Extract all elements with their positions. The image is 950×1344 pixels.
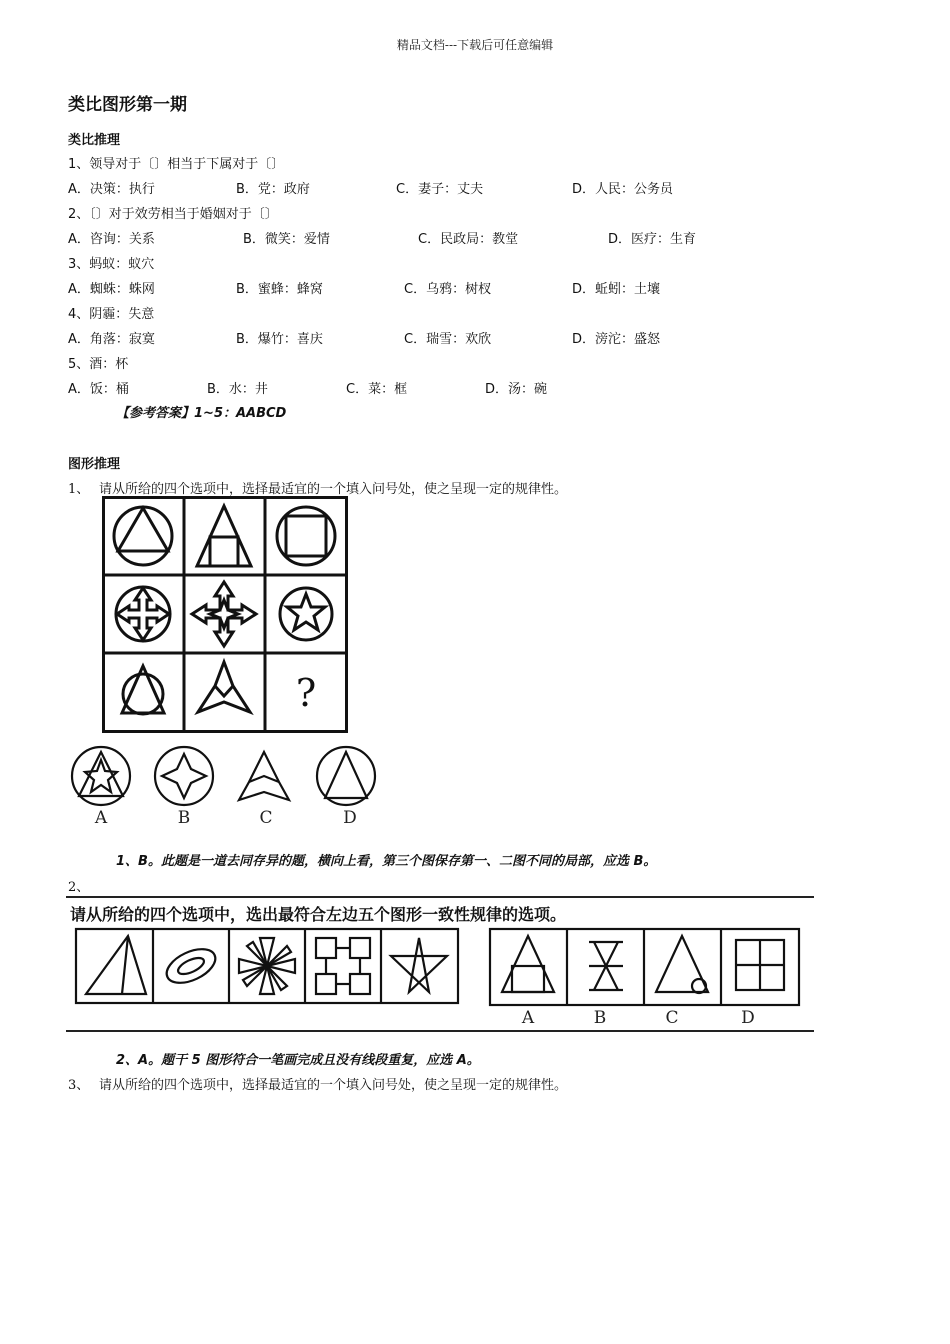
figure-q3-number: 3、 (68, 1078, 90, 1093)
question-3: 3、蚂蚁：蚁穴 (68, 257, 155, 272)
question-4: 4、阴霾：失意 (68, 307, 155, 322)
option-c-triangle-circle-icon (656, 936, 708, 993)
q4-option-d: D．滂沱：盛怒 (572, 332, 661, 347)
q2-option-a: A．咨询：关系 (68, 232, 155, 247)
figure-q2-answer: 2、A。题干 5 图形符合一笔画完成且没有线段重复，应选 A。 (116, 1053, 480, 1068)
q2-puzzle (66, 926, 814, 1032)
q4-option-a: A．角落：寂寞 (68, 332, 155, 347)
q2-bottom-rule (66, 1030, 814, 1032)
four-squares-icon (316, 938, 370, 994)
option-c-icon (239, 752, 289, 800)
circle-triangle-corners-icon (122, 666, 164, 714)
figure-q1-number: 1、 (68, 482, 90, 497)
q1-label-c: C (259, 808, 273, 828)
triangle-split-icon (86, 936, 146, 994)
q3-option-b: B．蜜蜂：蜂窝 (236, 282, 323, 297)
figure-q1-text: 请从所给的四个选项中，选择最适宜的一个填入问号处，使之呈现一定的规律性。 (99, 482, 568, 497)
q1-puzzle-grid (102, 496, 348, 733)
option-b-hourglass-icon (589, 942, 623, 990)
circle-arrows-icon (116, 587, 170, 641)
page-title: 类比图形第一期 (68, 95, 187, 115)
question-1: 1、领导对于〔〕相当于下属对于〔〕 (68, 157, 285, 172)
ellipses-icon (162, 942, 221, 989)
pentagram-icon (391, 938, 447, 992)
q2-instruction: 请从所给的四个选项中，选出最符合左边五个图形一致性规律的选项。 (70, 905, 567, 924)
circle-square-icon (277, 507, 335, 565)
question-mark: ? (295, 671, 317, 715)
q2-option-b: B．微笑：爱情 (243, 232, 330, 247)
q2-option-d: D．医疗：生育 (608, 232, 697, 247)
q3-option-a: A．蜘蛛：蛛网 (68, 282, 155, 297)
q2-top-rule (66, 896, 814, 898)
option-a-triangle-rect-icon (502, 936, 554, 992)
q1-option-c: C．妻子：丈夫 (396, 182, 484, 197)
q2-label-a: A (521, 1008, 535, 1028)
q4-option-c: C．瑞雪：欢欣 (404, 332, 492, 347)
q5-option-b: B．水：井 (207, 382, 268, 397)
figure-q3-text: 请从所给的四个选项中，选择最适宜的一个填入问号处，使之呈现一定的规律性。 (99, 1078, 568, 1093)
figure-q1-answer: 1、B。此题是一道去同存异的题，横向上看，第三个图保存第一、二图不同的局部，应选 B。 (116, 854, 657, 869)
q2-option-c: C．民政局：教堂 (418, 232, 519, 247)
section-analogy: 类比推理 (68, 133, 121, 148)
star-triangle-icon (198, 662, 250, 712)
option-d-grid-icon (736, 940, 784, 990)
section-figure: 图形推理 (68, 457, 121, 472)
q3-option-d: D．蚯蚓：土壤 (572, 282, 661, 297)
option-a-icon (72, 747, 130, 805)
q5-option-a: A．饭：桶 (68, 382, 129, 397)
page-header: 精品文档---下载后可任意编辑 (396, 38, 554, 52)
option-d-icon (317, 747, 375, 805)
asterisk-icon (239, 938, 295, 994)
circle-triangle-icon (114, 507, 172, 565)
arrows-star-icon (192, 582, 256, 646)
question-2: 2、〔〕对于效劳相当于婚姻对于〔〕 (68, 207, 278, 222)
q1-label-a: A (94, 808, 108, 828)
q2-label-d: D (741, 1008, 755, 1028)
figure-q2-number: 2、 (68, 880, 90, 895)
q1-option-d: D．人民：公务员 (572, 182, 674, 197)
q2-label-c: C (665, 1008, 679, 1028)
q5-option-d: D．汤：碗 (485, 382, 548, 397)
q3-option-c: C．乌鸦：树杈 (404, 282, 492, 297)
q5-option-c: C．菜：框 (346, 382, 408, 397)
q1-option-a: A．决策：执行 (68, 182, 155, 197)
analogy-answer: 【参考答案】1~5：AABCD (116, 406, 287, 421)
q1-option-b: B．党：政府 (236, 182, 310, 197)
circle-star-icon (280, 588, 332, 640)
q4-option-b: B．爆竹：喜庆 (236, 332, 323, 347)
triangle-square-icon (197, 506, 251, 566)
q1-options (70, 746, 390, 828)
q1-label-d: D (343, 808, 357, 828)
question-5: 5、酒：杯 (68, 357, 129, 372)
q1-label-b: B (177, 808, 191, 828)
q2-label-b: B (593, 1008, 607, 1028)
option-b-icon (155, 747, 213, 805)
